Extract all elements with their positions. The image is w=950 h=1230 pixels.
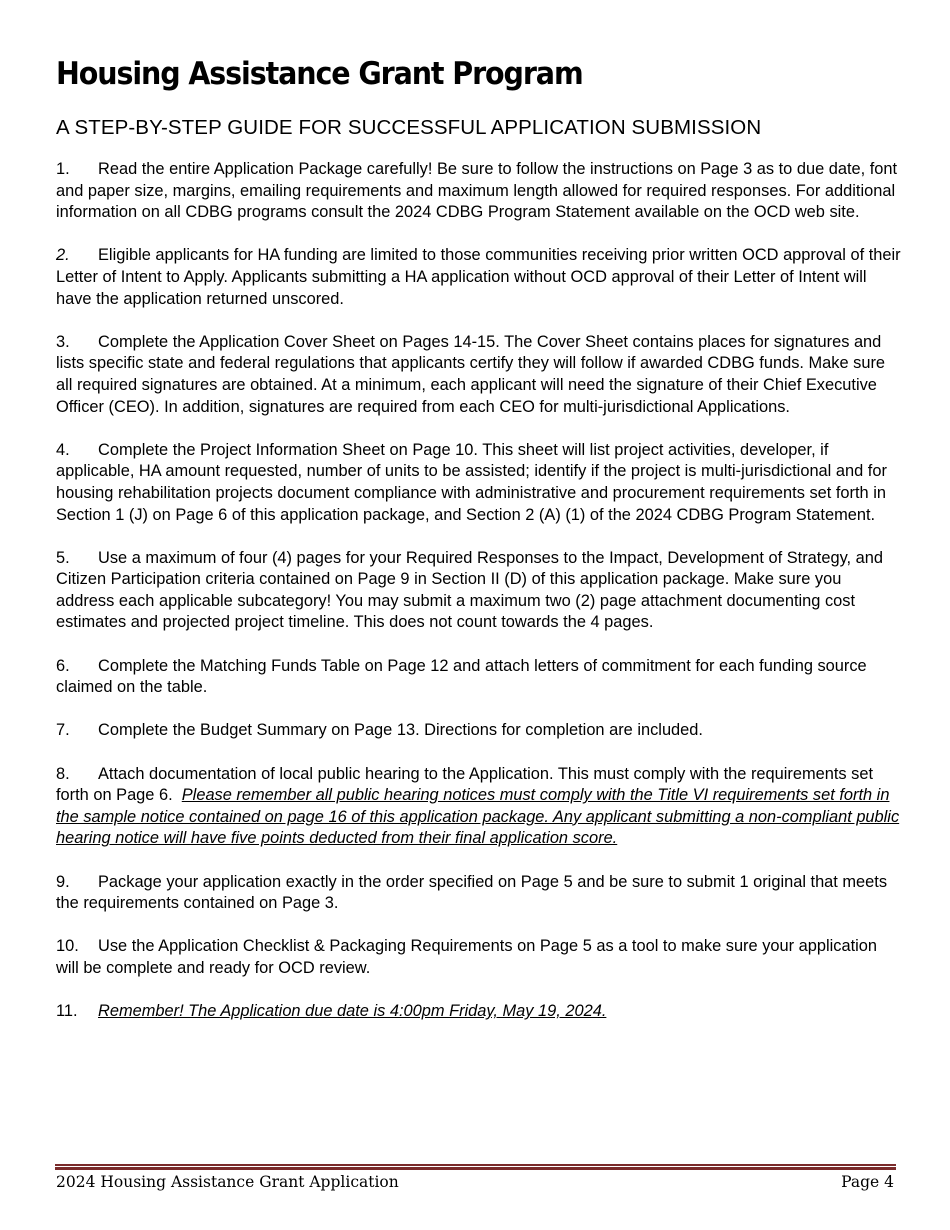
step-number: 10. (56, 937, 79, 956)
step-number: 1. (56, 160, 70, 178)
step-number: 6. (56, 656, 70, 675)
step-item (56, 764, 902, 850)
step-text: Complete the Matching Funds Table on Page 12 and attach letters of commitment for each funding source claimed on the table. (56, 656, 867, 697)
step-emphasis-text: Remember! The Application due date is 4:00pm Friday, May 19, 2024. (98, 1002, 607, 1021)
step-item (56, 872, 902, 915)
step-item (56, 936, 902, 979)
step-text: Complete the Budget Summary on Page 13. Directions for completion are included. (98, 721, 703, 740)
footer-divider (55, 1164, 896, 1170)
step-number: 5. (56, 548, 70, 567)
footer-page-number: Page 4 (841, 1173, 894, 1191)
step-item (56, 440, 902, 526)
step-number: 7. (56, 721, 70, 740)
page-subtitle: A STEP-BY-STEP GUIDE FOR SUCCESSFUL APPLICATION SUBMISSION (56, 116, 762, 139)
step-text: Use a maximum of four (4) pages for your Required Responses to the Impact, Development of Strategy, and Citizen Participation criteria contained on Page 9 in Section II (D) of this application package. Make sure you address each applicable subcategory! You may submit a maximum two (2) page attachment documenting cost estimates and projected project timeline. This does not count towards the 4 pages. (56, 548, 884, 632)
footer-document-title: 2024 Housing Assistance Grant Application (56, 1173, 399, 1191)
step-text: Package your application exactly in the order specified on Page 5 and be sure to submit 1 original that meets the requirements contained on Page 3. (56, 872, 888, 913)
step-number: 8. (56, 764, 70, 783)
step-text: Attach documentation of local public hearing to the Application. This must comply with the requirements set forth on Page 6. (56, 764, 874, 805)
step-number: 4. (56, 440, 70, 459)
step-text: Complete the Application Cover Sheet on Pages 14-15. The Cover Sheet contains places for signatures and lists specific state and federal regulations that applicants certify they will follow if awarded CDBG funds. Make sure all required signatures are obtained. At a minimum, each applicant will need the signature of their Chief Executive Officer (CEO). In addition, signatures are required from each CEO for multi-jurisdictional Applications. (56, 332, 886, 416)
step-text: Read the entire Application Package carefully! Be sure to follow the instructions on Page 3 as to due date, font and paper size, margins, emailing requirements and maximum length allowed for required responses. For additional information on all CDBG programs consult the 2024 CDBG Program Statement available on the OCD web site. (56, 160, 898, 222)
step-text: Complete the Project Information Sheet on Page 10. This sheet will list project activities, developer, if applicable, HA amount requested, number of units to be assisted; identify if the project is multi-jurisdictional and for housing rehabilitation projects document compliance with administrative and procurement requirements set forth in Section 1 (J) on Page 6 of this application package, and Section 2 (A) (1) of the 2024 CDBG Program Statement. (56, 440, 887, 524)
page-title: Housing Assistance Grant Program (56, 56, 583, 92)
step-number: 9. (56, 872, 70, 891)
step-number: 11. (56, 1002, 78, 1021)
step-number: 3. (56, 332, 70, 351)
step-text: Use the Application Checklist & Packaging Requirements on Page 5 as a tool to make sure your application will be complete and ready for OCD review. (56, 937, 877, 977)
step-item (56, 1001, 902, 1023)
step-item (56, 332, 902, 418)
step-item (56, 159, 902, 224)
step-list (56, 159, 902, 1044)
step-item (56, 245, 902, 310)
step-text: Eligible applicants for HA funding are limited to those communities receiving prior written OCD approval of their Letter of Intent to Apply. Applicants submitting a HA application without OCD approval of their Letter of Intent will have the application returned unscored. (56, 246, 901, 308)
step-item (56, 548, 902, 634)
step-number: 2. (56, 246, 70, 265)
step-item (56, 720, 902, 742)
step-emphasis-text: Please remember all public hearing notices must comply with the Title VI requirements set forth in the sample notice contained on page 16 of this application package. Any applicant submitting a non-compliant public hearing notice will have five points deducted from their final application score. (56, 786, 900, 848)
step-item (56, 656, 902, 699)
